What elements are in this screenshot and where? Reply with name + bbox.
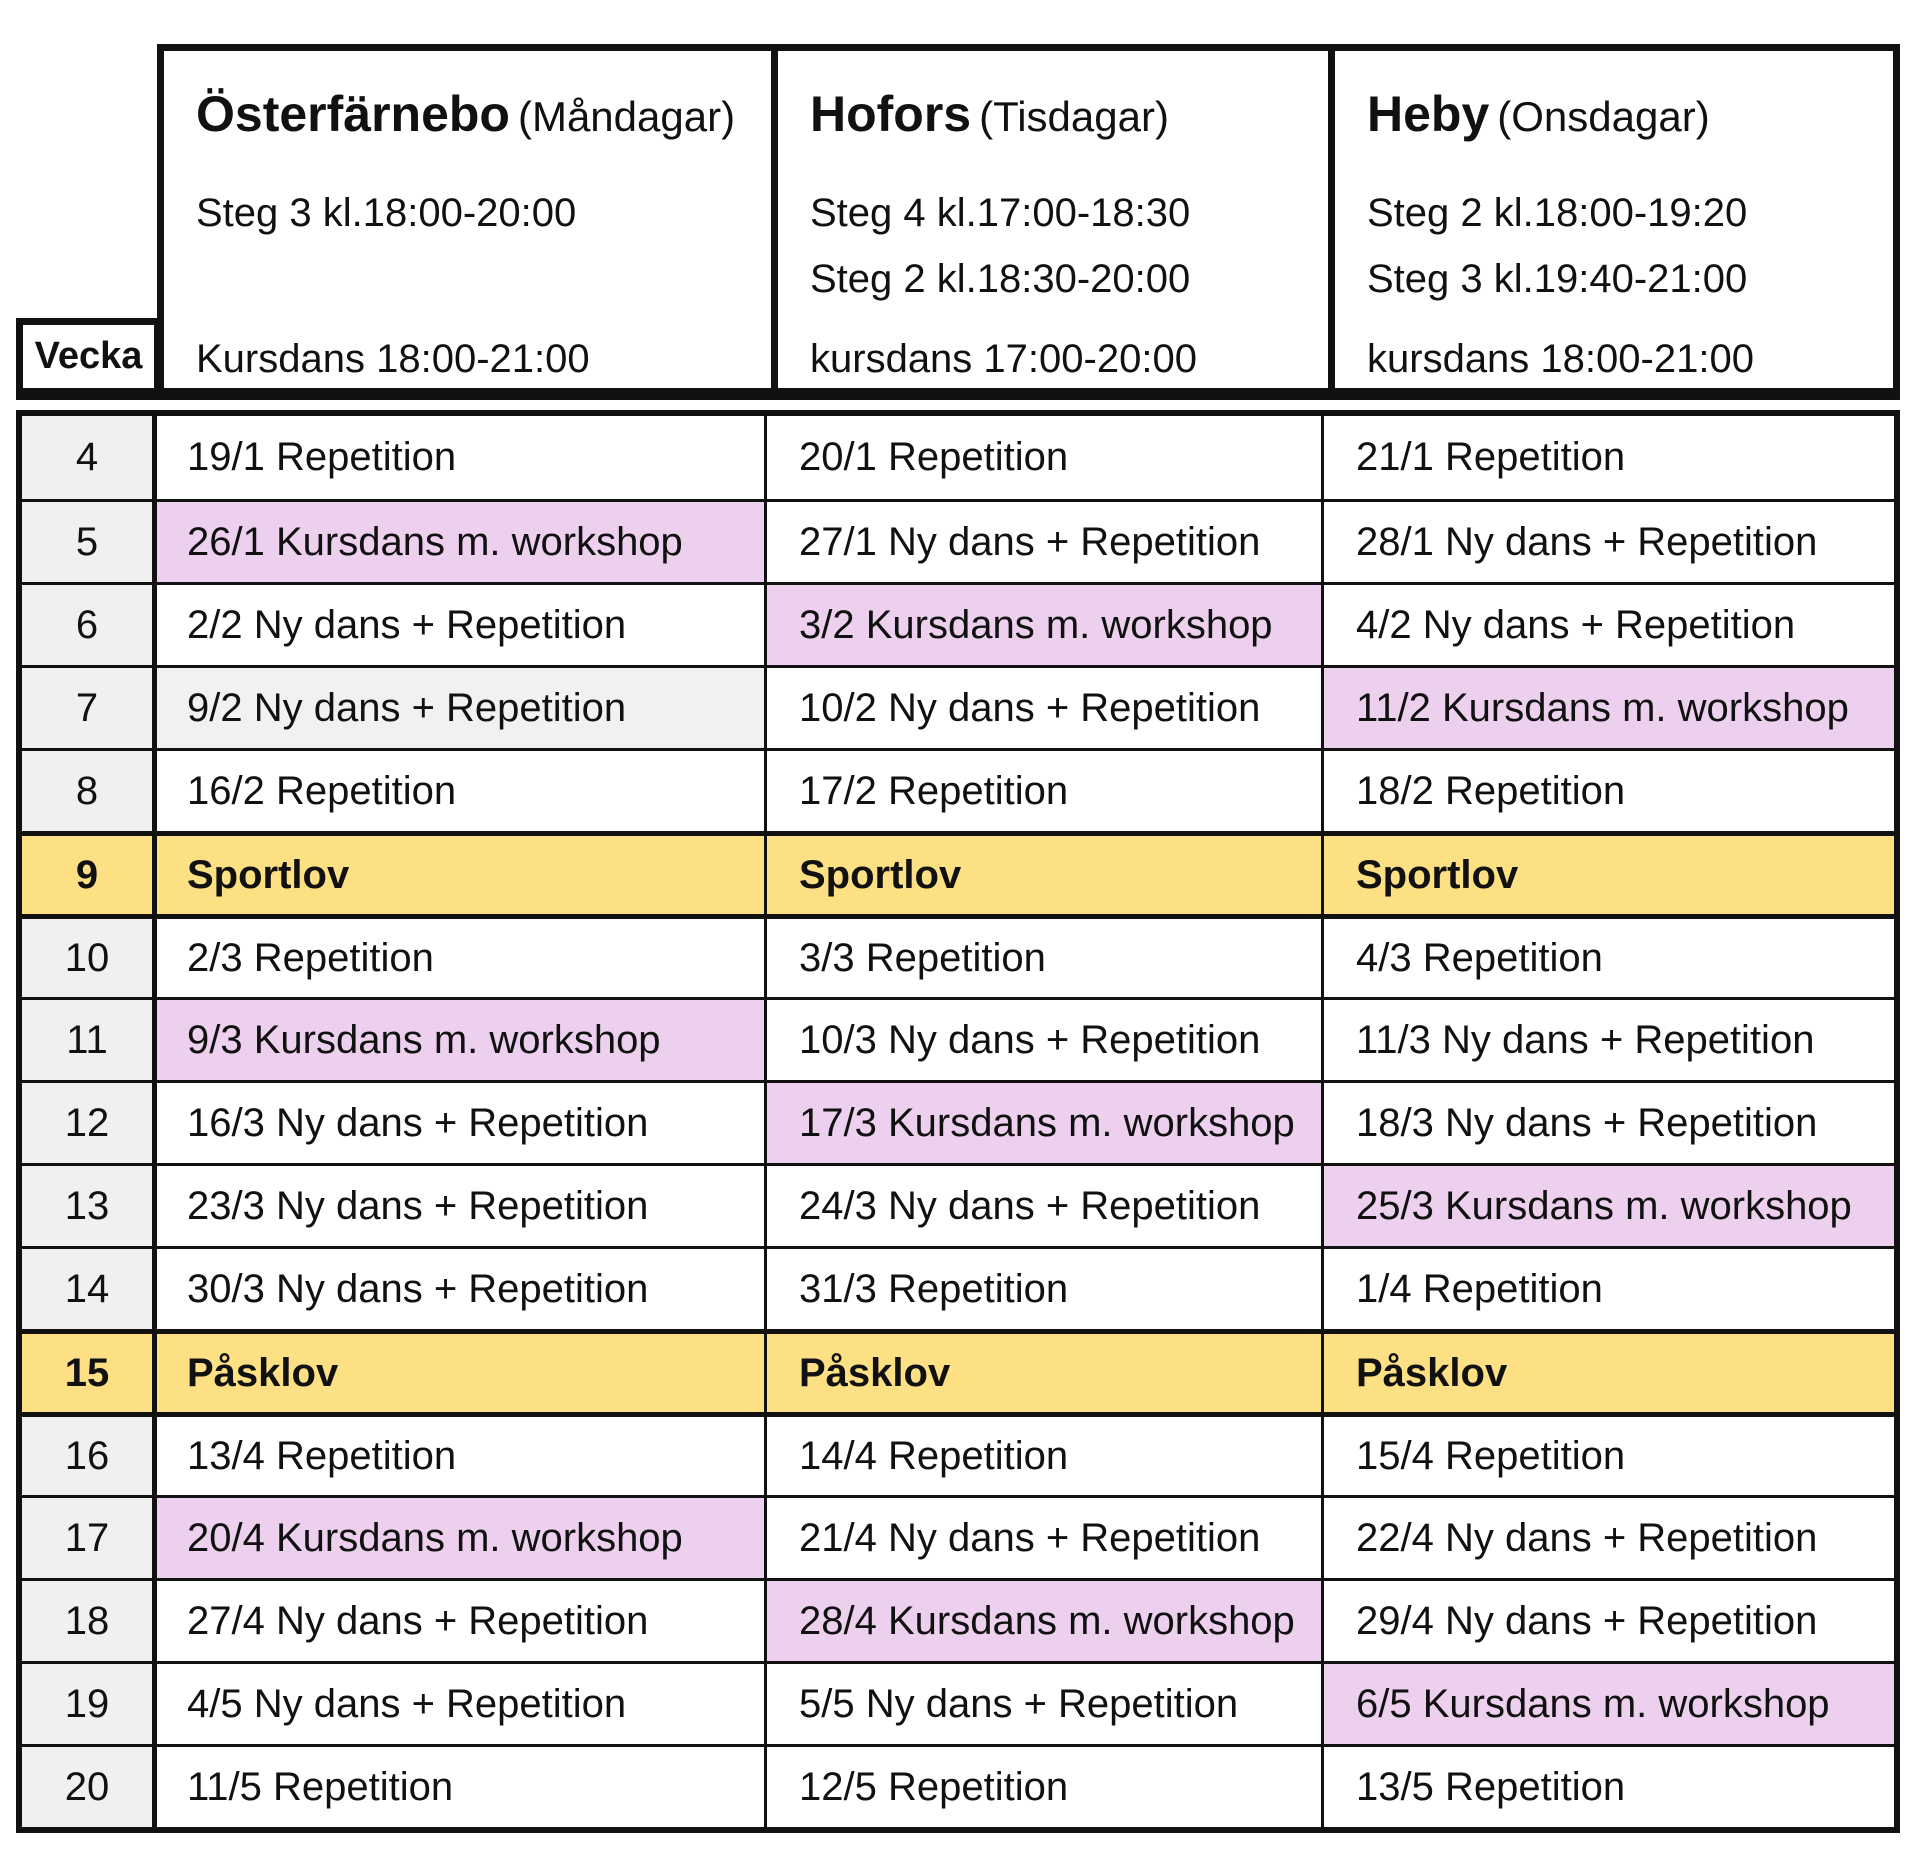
session-cell: 24/3 Ny dans + Repetition <box>764 1166 1321 1246</box>
table-row <box>22 914 1894 997</box>
workshop-cell: 6/5 Kursdans m. workshop <box>1321 1664 1894 1744</box>
session-cell: 13/4 Repetition <box>187 1433 457 1478</box>
holiday-cell: Påsklov <box>1321 1334 1894 1412</box>
location-day: (Tisdagar) <box>979 93 1169 140</box>
location-day: (Onsdagar) <box>1497 93 1710 140</box>
session-cell: 22/4 Ny dans + Repetition <box>1321 1498 1894 1578</box>
location-header-hofors <box>771 51 1328 388</box>
session-cell: 11/5 Repetition <box>187 1764 454 1809</box>
session-cell: 20/1 Repetition <box>764 416 1321 499</box>
session-cell: 21/4 Ny dans + Repetition <box>764 1498 1321 1578</box>
table-row <box>22 1246 1894 1329</box>
location-header-osterfarnebo <box>164 51 771 388</box>
week-number: 7 <box>22 668 157 748</box>
session-cell: 29/4 Ny dans + Repetition <box>1321 1581 1894 1661</box>
schedule-line-1: Steg 4 kl.17:00-18:30 <box>810 191 1191 235</box>
workshop-cell: 11/2 Kursdans m. workshop <box>1321 668 1894 748</box>
holiday-cell: Sportlov <box>764 836 1321 914</box>
week-number: 6 <box>22 585 157 665</box>
session-cell: 12/5 Repetition <box>764 1747 1321 1827</box>
location-title <box>810 85 1169 143</box>
session-cell: 10/3 Ny dans + Repetition <box>764 1000 1321 1080</box>
table-row <box>22 499 1894 582</box>
table-row <box>22 1495 1894 1578</box>
week-number: 18 <box>22 1581 157 1661</box>
session-cell: 31/3 Repetition <box>764 1249 1321 1329</box>
session-cell: 28/1 Ny dans + Repetition <box>1321 502 1894 582</box>
location-day: (Måndagar) <box>517 93 736 140</box>
location-title <box>1367 85 1710 143</box>
week-column-header: Vecka <box>16 318 161 400</box>
table-row <box>22 1412 1894 1495</box>
session-cell: 19/1 Repetition <box>187 435 457 479</box>
week-number: 13 <box>22 1166 157 1246</box>
workshop-cell: 9/3 Kursdans m. workshop <box>157 1000 764 1080</box>
session-cell: 11/3 Ny dans + Repetition <box>1321 1000 1894 1080</box>
table-row <box>22 997 1894 1080</box>
table-row <box>22 1578 1894 1661</box>
schedule-line-3: kursdans 17:00-20:00 <box>810 337 1197 381</box>
schedule-line-3: Kursdans 18:00-21:00 <box>196 337 590 381</box>
location-name: Heby <box>1367 86 1490 142</box>
session-cell: 4/5 Ny dans + Repetition <box>187 1681 627 1726</box>
week-number: 5 <box>22 502 157 582</box>
schedule-table <box>16 410 1900 1833</box>
schedule-line-2: Steg 2 kl.18:30-20:00 <box>810 257 1191 301</box>
schedule-line-1: Steg 3 kl.18:00-20:00 <box>196 191 577 235</box>
location-name: Österfärnebo <box>196 86 510 142</box>
week-number: 12 <box>22 1083 157 1163</box>
week-number: 19 <box>22 1664 157 1744</box>
week-number: 16 <box>22 1417 157 1495</box>
holiday-cell: Påsklov <box>157 1334 764 1412</box>
holiday-cell: Sportlov <box>157 836 764 914</box>
session-cell: 21/1 Repetition <box>1321 416 1894 499</box>
session-cell: 16/2 Repetition <box>187 768 457 813</box>
session-cell: 27/1 Ny dans + Repetition <box>764 502 1321 582</box>
session-cell: 23/3 Ny dans + Repetition <box>187 1183 649 1228</box>
workshop-cell: 25/3 Kursdans m. workshop <box>1321 1166 1894 1246</box>
workshop-cell: 28/4 Kursdans m. workshop <box>764 1581 1321 1661</box>
table-row <box>22 416 1894 499</box>
session-cell: 15/4 Repetition <box>1321 1417 1894 1495</box>
session-cell: 16/3 Ny dans + Repetition <box>187 1100 649 1145</box>
session-cell: 30/3 Ny dans + Repetition <box>187 1266 649 1311</box>
session-cell: 4/2 Ny dans + Repetition <box>1321 585 1894 665</box>
table-row <box>22 1661 1894 1744</box>
schedule-line-2: Steg 3 kl.19:40-21:00 <box>1367 257 1748 301</box>
session-cell: 4/3 Repetition <box>1321 919 1894 997</box>
holiday-cell: Påsklov <box>764 1334 1321 1412</box>
workshop-cell: 17/3 Kursdans m. workshop <box>764 1083 1321 1163</box>
location-header-heby <box>1328 51 1893 388</box>
table-row <box>22 1163 1894 1246</box>
location-title <box>196 85 735 143</box>
table-row <box>22 748 1894 831</box>
session-cell: 14/4 Repetition <box>764 1417 1321 1495</box>
session-cell: 13/5 Repetition <box>1321 1747 1894 1827</box>
session-cell: 9/2 Ny dans + Repetition <box>157 668 764 748</box>
session-cell: 3/3 Repetition <box>764 919 1321 997</box>
table-row <box>22 1080 1894 1163</box>
table-row <box>22 1744 1894 1827</box>
week-number: 9 <box>22 836 157 914</box>
week-number: 11 <box>22 1000 157 1080</box>
table-row <box>22 665 1894 748</box>
location-name: Hofors <box>810 86 972 142</box>
holiday-cell: Sportlov <box>1321 836 1894 914</box>
session-cell: 5/5 Ny dans + Repetition <box>764 1664 1321 1744</box>
workshop-cell: 3/2 Kursdans m. workshop <box>764 585 1321 665</box>
holiday-row <box>22 1329 1894 1412</box>
week-number: 14 <box>22 1249 157 1329</box>
session-cell: 17/2 Repetition <box>764 751 1321 831</box>
week-number: 4 <box>22 416 157 499</box>
table-row <box>22 582 1894 665</box>
week-number: 8 <box>22 751 157 831</box>
week-number: 15 <box>22 1334 157 1412</box>
session-cell: 2/3 Repetition <box>187 935 434 980</box>
session-cell: 27/4 Ny dans + Repetition <box>187 1598 649 1643</box>
session-cell: 18/3 Ny dans + Repetition <box>1321 1083 1894 1163</box>
locations-header <box>157 44 1900 400</box>
week-number: 17 <box>22 1498 157 1578</box>
workshop-cell: 20/4 Kursdans m. workshop <box>157 1498 764 1578</box>
session-cell: 1/4 Repetition <box>1321 1249 1894 1329</box>
week-number: 20 <box>22 1747 157 1827</box>
workshop-cell: 26/1 Kursdans m. workshop <box>157 502 764 582</box>
session-cell: 10/2 Ny dans + Repetition <box>764 668 1321 748</box>
session-cell: 18/2 Repetition <box>1321 751 1894 831</box>
holiday-row <box>22 831 1894 914</box>
schedule-line-1: Steg 2 kl.18:00-19:20 <box>1367 191 1748 235</box>
session-cell: 2/2 Ny dans + Repetition <box>187 602 627 647</box>
schedule-line-3: kursdans 18:00-21:00 <box>1367 337 1754 381</box>
week-number: 10 <box>22 919 157 997</box>
